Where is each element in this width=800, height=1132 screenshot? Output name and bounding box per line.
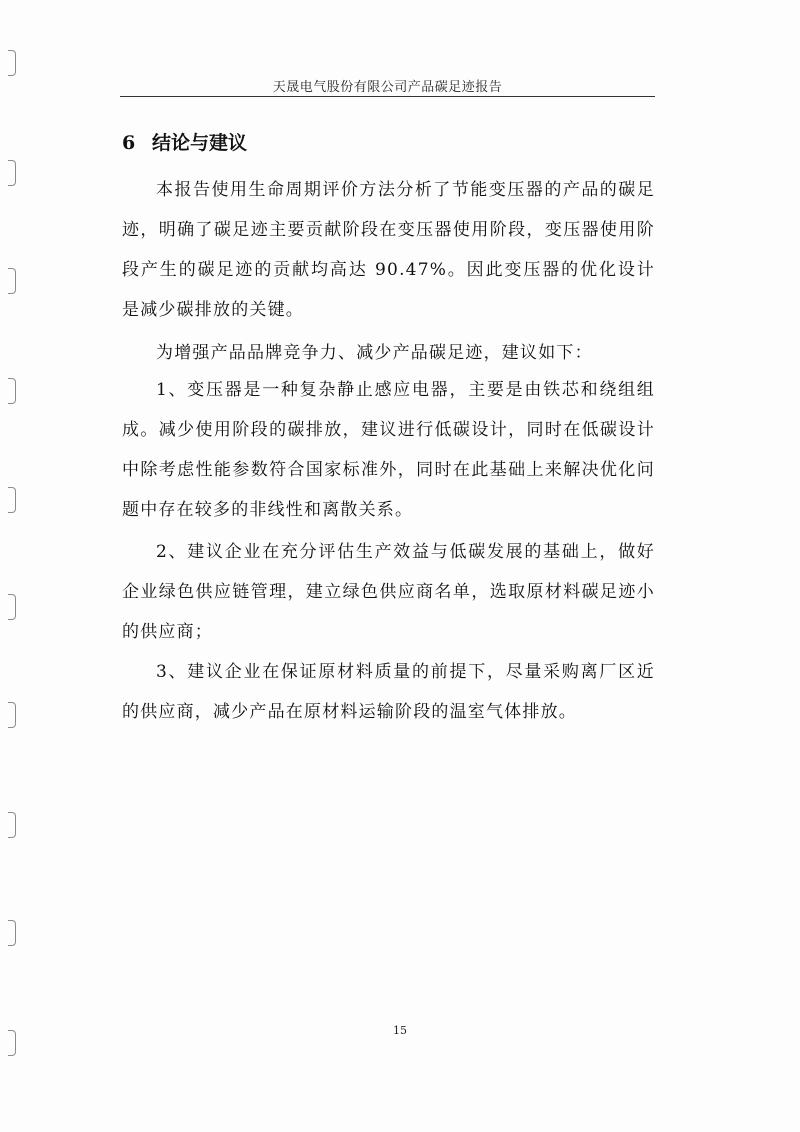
paragraph-recommendation-1: 1、变压器是一种复杂静止感应电器，主要是由铁芯和绕组组成。减少使用阶段的碳排放，建议进行低碳设计，同时在低碳设计中除考虑性能参数符合国家标准外，同时在此基础上来解决优化问题中存在较多的非线性和离散关系。 [122, 380, 655, 520]
binder-mark [8, 487, 16, 513]
binder-mark [8, 594, 16, 620]
binder-mark [8, 812, 16, 838]
binder-mark [8, 50, 16, 76]
page-number: 15 [393, 1024, 407, 1037]
binder-mark [8, 160, 16, 186]
paragraph-recommendation-2: 2、建议企业在充分评估生产效益与低碳发展的基础上，做好企业绿色供应链管理，建立绿色供应商名单，选取原材料碳足迹小的供应商； [122, 542, 655, 642]
binder-mark [8, 920, 16, 946]
binder-mark [8, 1030, 16, 1056]
binder-mark [8, 378, 16, 404]
header-rule [120, 96, 655, 97]
section-title: 结论与建议 [152, 132, 248, 154]
section-number: 6 [122, 132, 136, 154]
paragraph-summary: 本报告使用生命周期评价方法分析了节能变压器的产品的碳足迹，明确了碳足迹主要贡献阶段在变压器使用阶段，变压器使用阶段产生的碳足迹的贡献均高达 90.47%。因此变压器的优化设计是减少碳排放的关键。 [122, 180, 655, 320]
paragraph-recommendation-3: 3、建议企业在保证原材料质量的前提下，尽量采购离厂区近的供应商，减少产品在原材料运输阶段的温室气体排放。 [122, 662, 655, 722]
binder-mark [8, 702, 16, 728]
binder-mark [8, 268, 16, 294]
section-heading [122, 128, 247, 155]
paragraph-recommendation-intro: 为增强产品品牌竞争力、减少产品碳足迹，建议如下： [156, 343, 593, 363]
running-header: 天晟电气股份有限公司产品碳足迹报告 [272, 80, 503, 95]
